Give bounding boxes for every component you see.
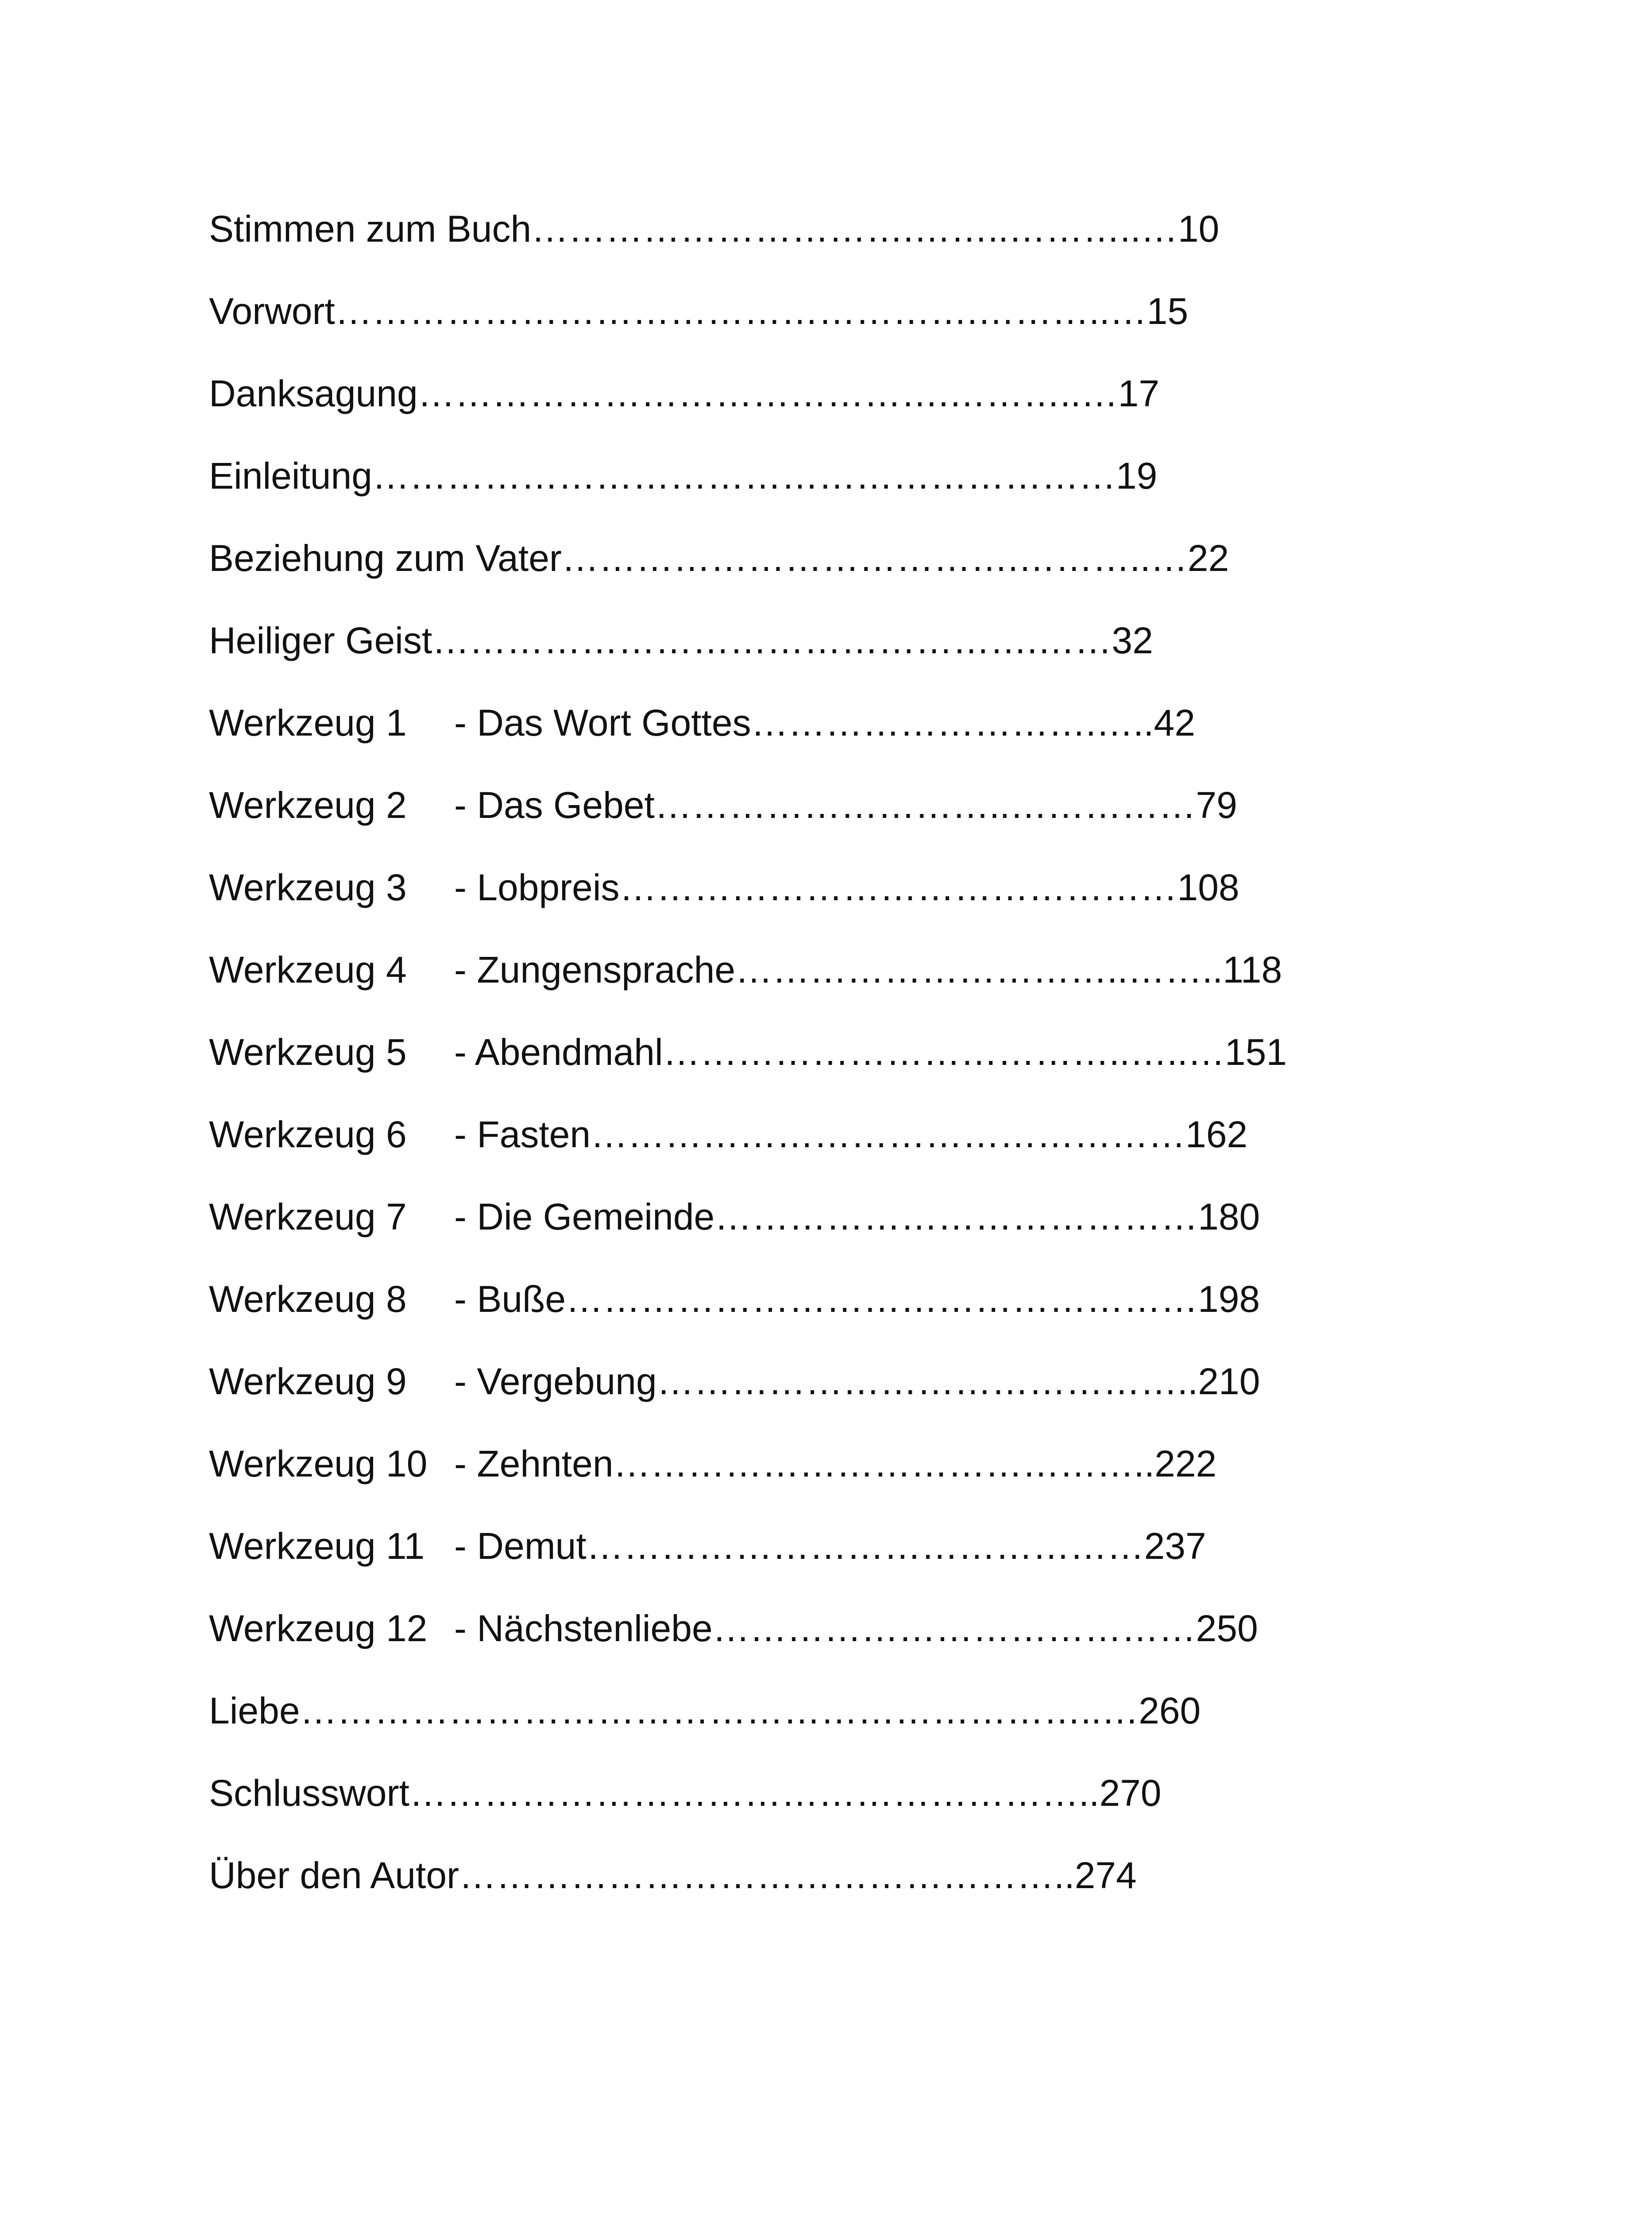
dot-leader: ……………………………………………………	[372, 455, 1116, 497]
tool-title: Demut	[477, 1525, 587, 1567]
toc-page-number: 19	[1115, 455, 1158, 497]
toc-entry-label: Über den Autor	[209, 1854, 459, 1896]
dash-separator: -	[454, 784, 477, 826]
toc-entry-label	[209, 1361, 657, 1402]
toc-page-number: 180	[1198, 1196, 1260, 1238]
dash-separator: -	[454, 1608, 477, 1649]
dot-leader: ………………………………………….……	[432, 620, 1112, 661]
toc-page-number: 17	[1118, 373, 1160, 414]
dash-separator: -	[454, 867, 477, 908]
toc-entry-label: Beziehung zum Vater	[209, 537, 562, 579]
dot-leader: …………………………………….………..…	[417, 373, 1118, 414]
dot-leader: …………………………………………	[591, 1114, 1186, 1155]
dot-leader: ………………………..……………	[654, 784, 1196, 826]
dot-leader: ………………………………………………………..…	[300, 1690, 1139, 1731]
toc-entry-ueber-den-autor[interactable]	[209, 1844, 1360, 1927]
toc-page-number: 42	[1154, 702, 1196, 744]
toc-entry-werkzeug-11[interactable]	[209, 1515, 1360, 1597]
dot-leader: ……………………………………………	[566, 1278, 1198, 1320]
toc-entry-einleitung[interactable]	[209, 445, 1360, 527]
tool-number: Werkzeug 1	[209, 702, 407, 744]
tool-title: Abendmahl	[475, 1031, 663, 1073]
toc-entry-label	[209, 867, 620, 908]
tool-number: Werkzeug 6	[209, 1114, 407, 1155]
dot-leader: ……………………………………..	[656, 1361, 1198, 1402]
dash-separator: -	[454, 702, 477, 744]
toc-page-number: 274	[1074, 1854, 1137, 1896]
toc-entry-label: Stimmen zum Buch	[209, 208, 532, 250]
dash-separator: -	[454, 1196, 477, 1238]
toc-page-number: 118	[1223, 949, 1282, 991]
dot-leader: ………………………………..…..…	[663, 1031, 1225, 1073]
tool-title: Nächstenliebe	[477, 1608, 713, 1649]
tool-title: Zungensprache	[477, 949, 736, 991]
tool-title: Fasten	[477, 1114, 591, 1155]
dot-leader: ………………………….……..………..…	[531, 208, 1178, 250]
toc-entry-werkzeug-7[interactable]	[209, 1186, 1360, 1268]
dot-leader: ……………………………………..	[613, 1443, 1155, 1484]
toc-page-number: 260	[1139, 1690, 1201, 1731]
toc-page-number: 151	[1225, 1031, 1287, 1073]
tool-title: Das Wort Gottes	[477, 702, 751, 744]
toc-page-number: 270	[1099, 1772, 1162, 1814]
tool-number: Werkzeug 11	[209, 1525, 425, 1567]
toc-entry-vorwort[interactable]	[209, 280, 1360, 362]
toc-entry-label	[209, 1031, 663, 1073]
dot-leader: ………………………………………	[586, 1525, 1144, 1567]
tool-number: Werkzeug 10	[209, 1443, 428, 1484]
toc-page-number: 162	[1185, 1114, 1248, 1155]
dash-separator: -	[454, 1114, 477, 1155]
dot-leader: ……………………………….………..…	[561, 537, 1188, 579]
toc-entry-label: Schlusswort	[209, 1772, 409, 1814]
toc-entry-werkzeug-6[interactable]	[209, 1103, 1360, 1186]
toc-entry-werkzeug-4[interactable]	[209, 939, 1360, 1021]
toc-entry-label	[209, 949, 735, 991]
toc-entry-danksagung[interactable]	[209, 362, 1360, 445]
tool-title: Die Gemeinde	[477, 1196, 715, 1238]
tool-title: Vergebung	[477, 1361, 657, 1402]
toc-page-number: 250	[1196, 1608, 1258, 1649]
toc-entry-label: Danksagung	[209, 373, 418, 414]
toc-entry-label	[209, 1278, 566, 1320]
toc-entry-label	[209, 1114, 591, 1155]
tool-number: Werkzeug 2	[209, 784, 407, 826]
toc-entry-werkzeug-9[interactable]	[209, 1350, 1360, 1433]
dash-separator: -	[454, 1278, 477, 1320]
tool-number: Werkzeug 7	[209, 1196, 407, 1238]
dot-leader: …………………………………………..	[459, 1854, 1075, 1896]
tool-number: Werkzeug 8	[209, 1278, 407, 1320]
toc-page-number: 32	[1112, 620, 1153, 661]
tool-title: Zehnten	[477, 1443, 614, 1484]
toc-page-number: 10	[1177, 208, 1220, 250]
tool-title: Lobpreis	[477, 867, 620, 908]
dot-leader: ………………………………………	[619, 867, 1177, 908]
toc-entry-werkzeug-8[interactable]	[209, 1268, 1360, 1350]
dot-leader: …………………………………………….………..…	[335, 290, 1147, 332]
tool-number: Werkzeug 5	[209, 1031, 407, 1073]
dash-separator: -	[454, 949, 477, 991]
toc-entry-label	[209, 784, 655, 826]
toc-entry-label	[209, 1525, 587, 1567]
toc-entry-label	[209, 1196, 714, 1238]
toc-entry-stimmen-zum-buch[interactable]	[209, 198, 1360, 280]
dot-leader: ……………………….…..	[751, 702, 1154, 744]
toc-entry-label: Vorwort	[209, 290, 335, 332]
toc-entry-label: Einleitung	[209, 455, 372, 497]
toc-page-number: 210	[1198, 1361, 1260, 1402]
table-of-contents	[209, 198, 1360, 1927]
toc-page-number: 79	[1196, 784, 1237, 826]
tool-number: Werkzeug 4	[209, 949, 407, 991]
toc-entry-werkzeug-2[interactable]	[209, 774, 1360, 856]
toc-entry-label	[209, 1608, 713, 1649]
toc-entry-label	[209, 1443, 614, 1484]
toc-page-number: 222	[1154, 1443, 1217, 1484]
toc-entry-werkzeug-1[interactable]	[209, 692, 1360, 774]
toc-page-number: 198	[1198, 1278, 1260, 1320]
toc-entry-werkzeug-3[interactable]	[209, 856, 1360, 939]
toc-page-number: 15	[1146, 290, 1189, 332]
tool-number: Werkzeug 12	[209, 1608, 428, 1649]
tool-title: Buße	[477, 1278, 566, 1320]
toc-entry-heiliger-geist[interactable]	[209, 609, 1360, 692]
dash-separator: -	[454, 1525, 477, 1567]
tool-number: Werkzeug 3	[209, 867, 407, 908]
dot-leader: …………………………………	[712, 1608, 1196, 1649]
toc-entry-beziehung-zum-vater[interactable]	[209, 527, 1360, 609]
toc-page-number: 22	[1187, 537, 1229, 579]
toc-entry-liebe[interactable]	[209, 1680, 1360, 1762]
tool-title: Das Gebet	[477, 784, 655, 826]
toc-entry-werkzeug-10[interactable]	[209, 1433, 1360, 1515]
toc-entry-schlusswort[interactable]	[209, 1762, 1360, 1844]
toc-page-number: 108	[1177, 867, 1239, 908]
toc-entry-label: Liebe	[209, 1690, 300, 1731]
tool-number: Werkzeug 9	[209, 1361, 407, 1402]
toc-entry-label	[209, 702, 751, 744]
dot-leader: …………………………..……..	[735, 949, 1223, 991]
toc-entry-label: Heiliger Geist	[209, 620, 432, 661]
dash-separator: -	[454, 1443, 477, 1484]
dot-leader: ………………………………………………..	[409, 1772, 1100, 1814]
dot-leader: …………………………………	[714, 1196, 1198, 1238]
toc-entry-werkzeug-12[interactable]	[209, 1597, 1360, 1680]
toc-page-number: 237	[1144, 1525, 1206, 1567]
toc-entry-werkzeug-5[interactable]	[209, 1021, 1360, 1103]
dash-separator: -	[454, 1031, 475, 1073]
dash-separator: -	[454, 1361, 477, 1402]
